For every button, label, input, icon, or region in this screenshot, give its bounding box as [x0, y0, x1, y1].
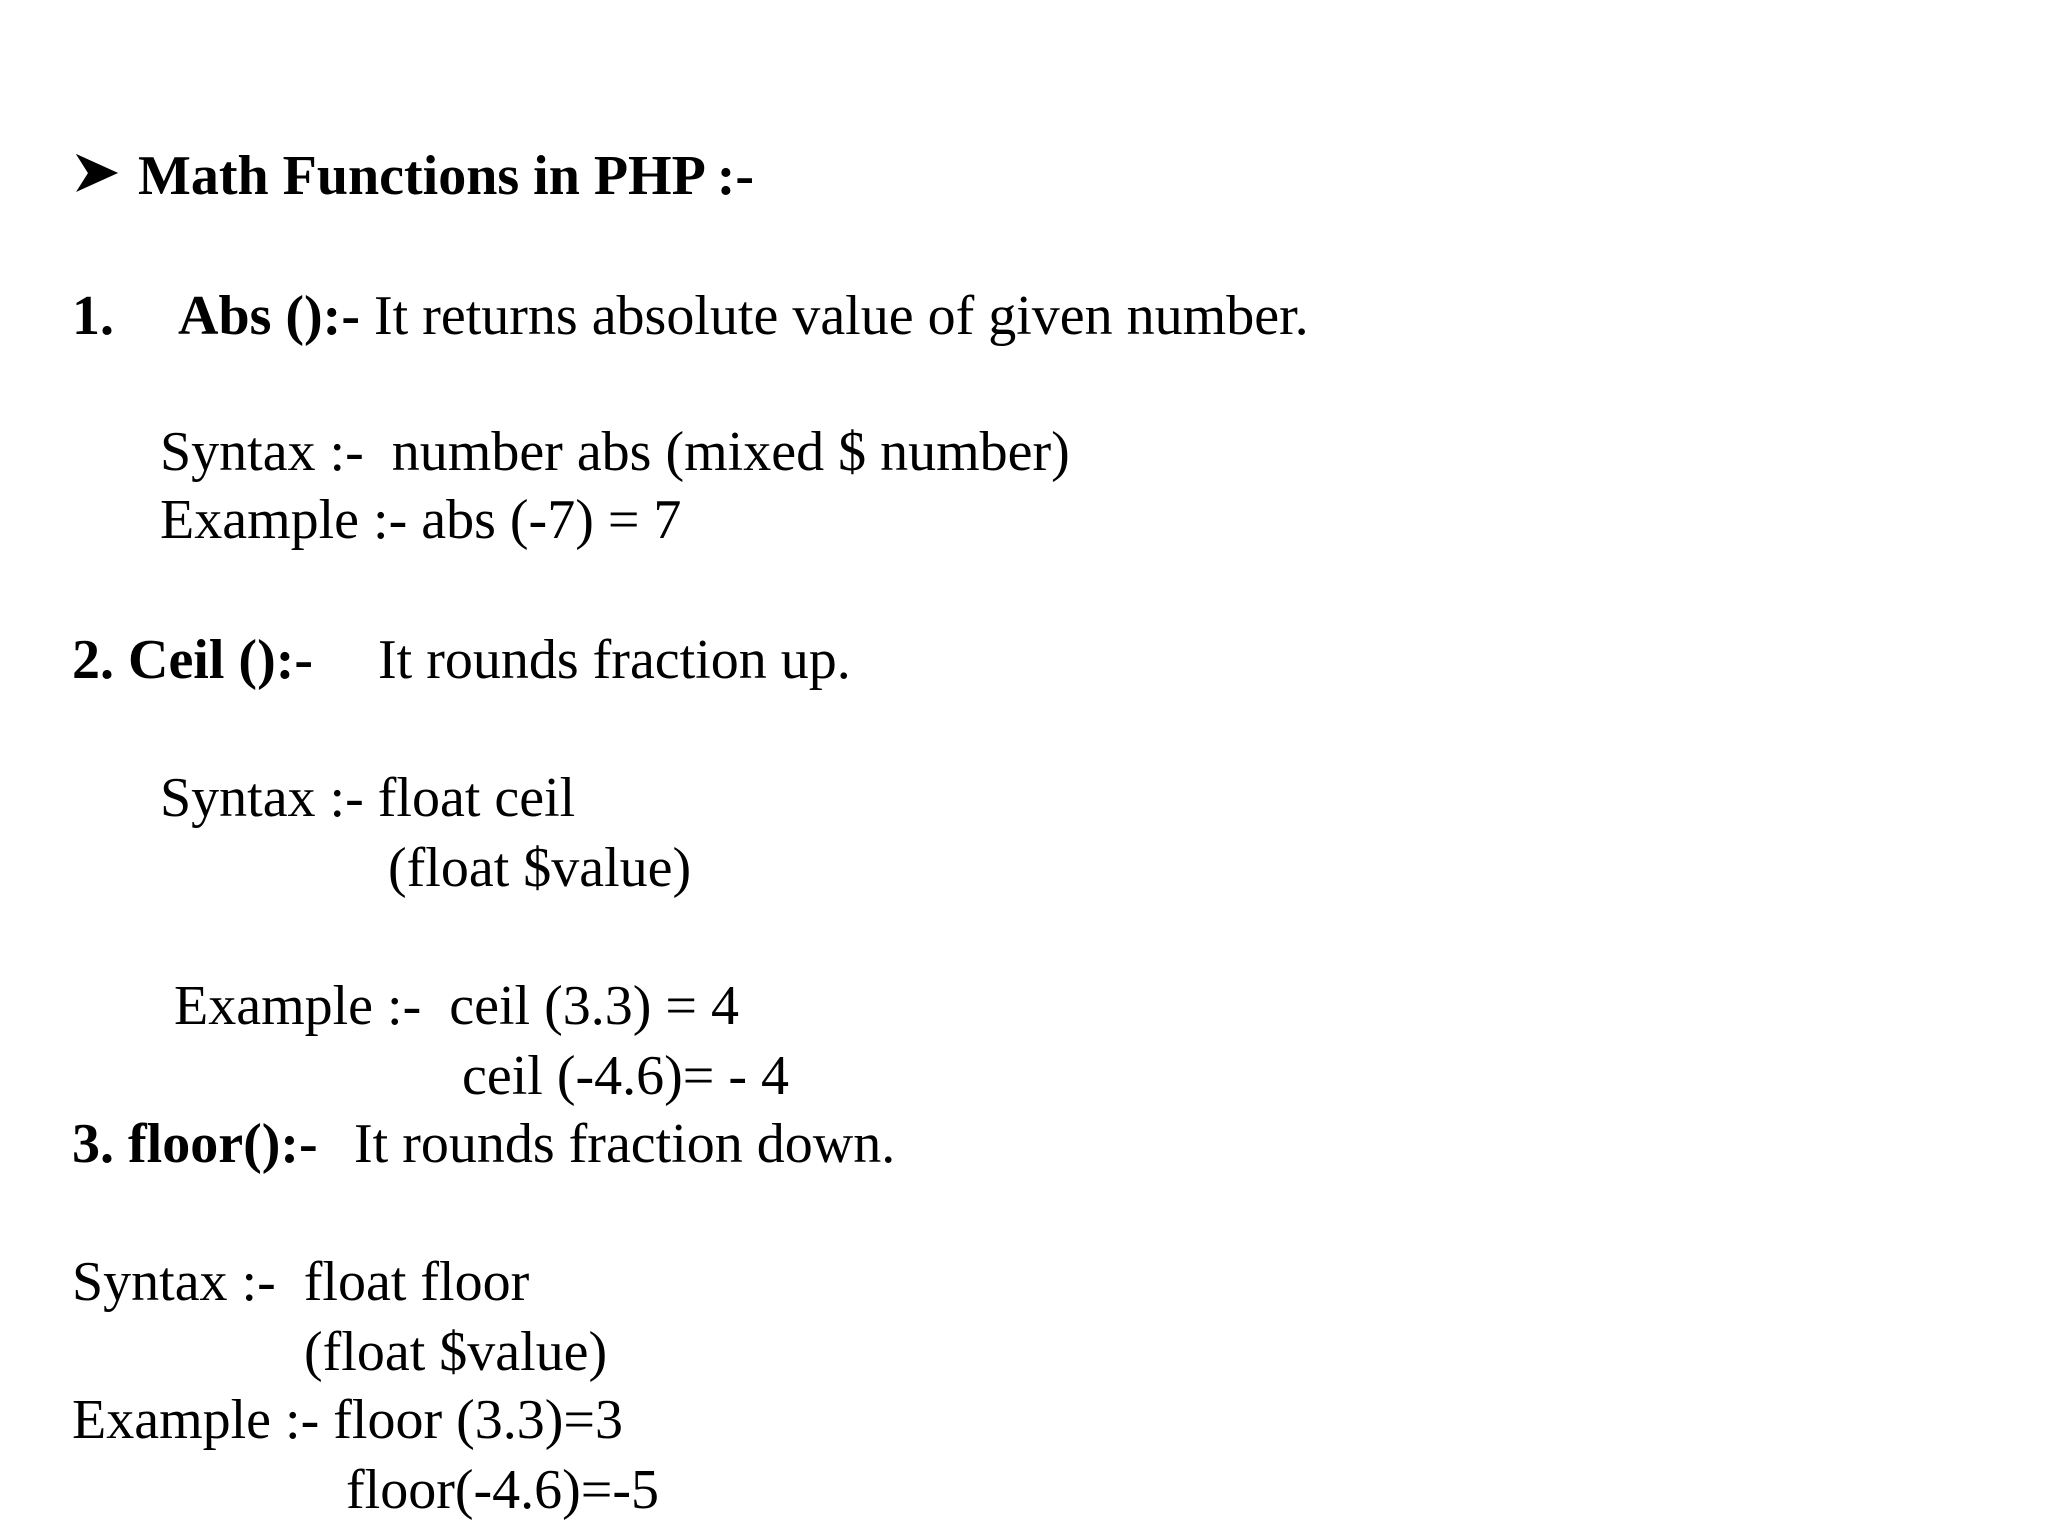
floor-description: It rounds fraction down. — [354, 1113, 896, 1175]
abs-function-name: Abs ():- — [178, 285, 360, 347]
abs-syntax: Syntax :- number abs (mixed $ number) — [160, 421, 1070, 483]
ceil-description: It rounds fraction up. — [378, 629, 851, 691]
floor-example-line-2: floor(-4.6)=-5 — [346, 1459, 660, 1521]
abs-definition — [178, 285, 1309, 347]
ceil-function-name: 2. Ceil ():- — [72, 629, 314, 691]
floor-example-line-1: Example :- floor (3.3)=3 — [72, 1389, 623, 1451]
floor-syntax-line-2: (float $value) — [304, 1321, 608, 1383]
abs-number: 1. — [72, 285, 114, 347]
ceil-example-line-2: ceil (-4.6)= - 4 — [462, 1045, 790, 1107]
abs-description: It returns absolute value of given number. — [359, 285, 1309, 347]
page-title: Math Functions in PHP :- — [138, 145, 755, 207]
ceil-syntax-line-2: (float $value) — [388, 837, 692, 899]
floor-syntax-line-1: Syntax :- float floor — [72, 1251, 530, 1313]
ceil-syntax-line-1: Syntax :- float ceil — [160, 767, 576, 829]
ceil-example-line-1: Example :- ceil (3.3) = 4 — [174, 975, 739, 1037]
arrow-bullet-icon — [72, 148, 122, 198]
floor-function-name: 3. floor():- — [72, 1113, 318, 1175]
abs-example: Example :- abs (-7) = 7 — [160, 489, 682, 551]
